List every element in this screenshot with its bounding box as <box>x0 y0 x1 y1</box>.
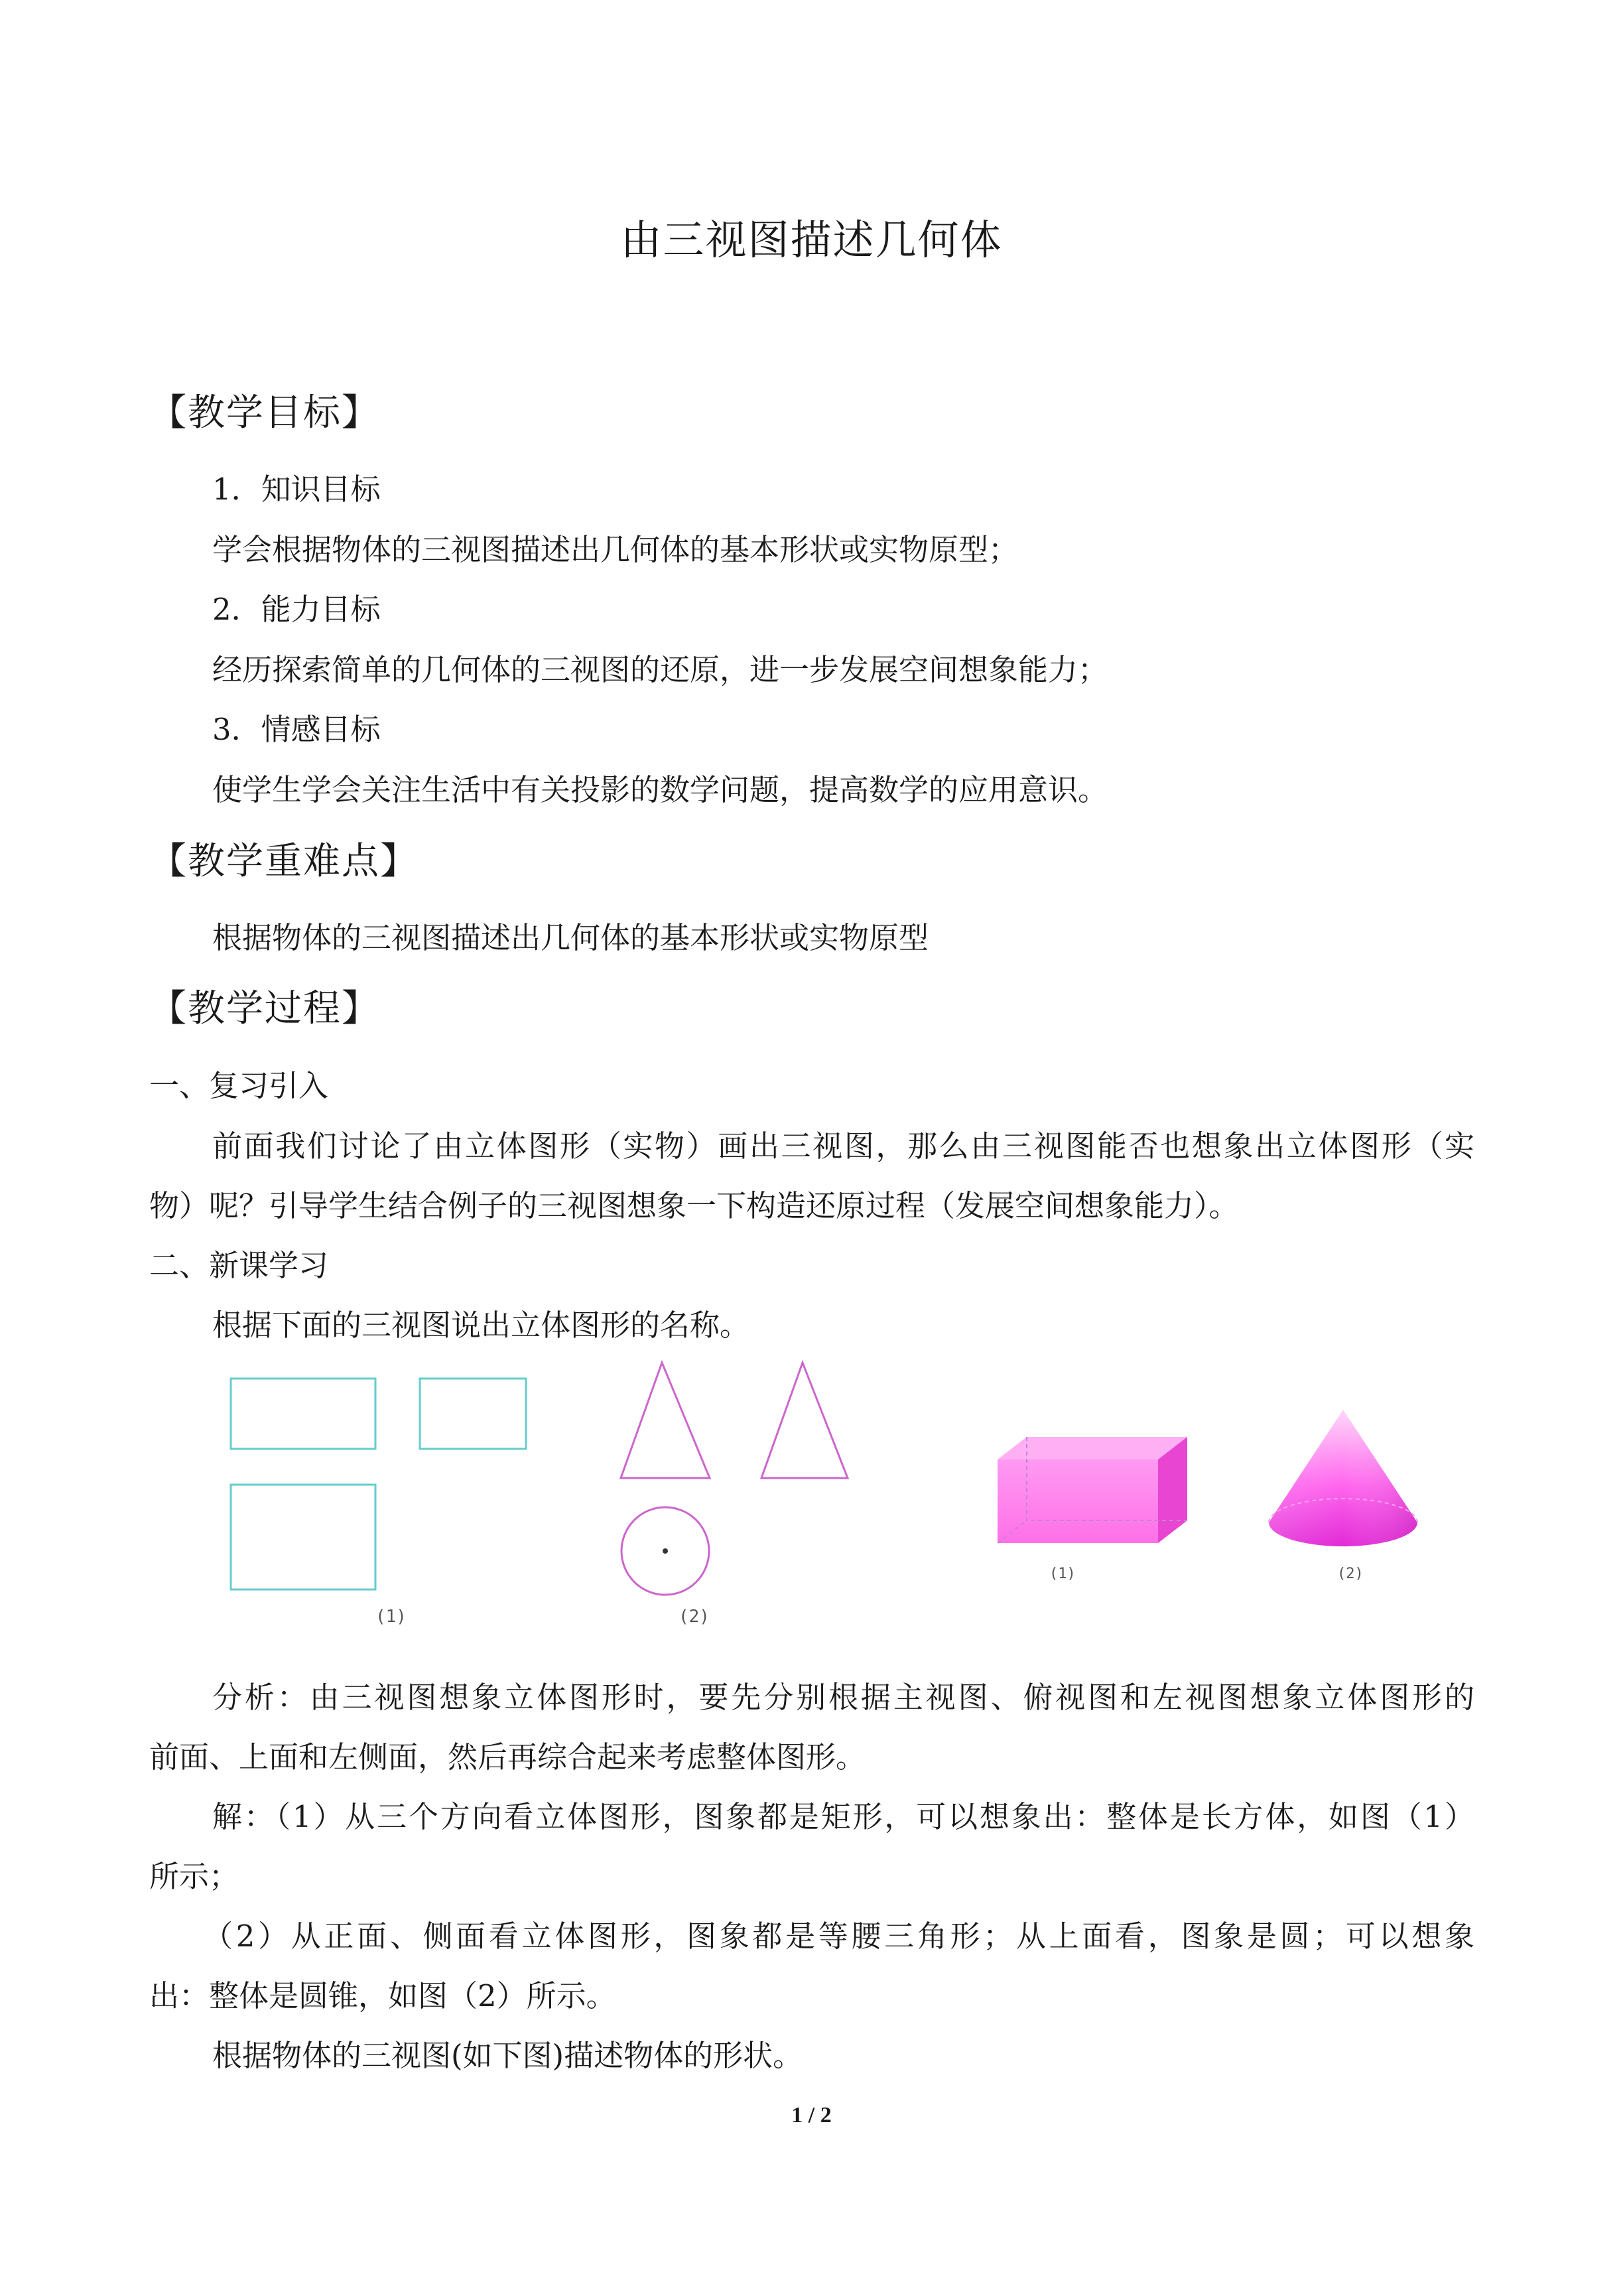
solution-2-line-2: 出：整体是圆锥，如图（2）所示。 <box>149 1978 616 2013</box>
top-view-rectangle <box>231 1485 375 1589</box>
cone-solid <box>1264 1403 1423 1562</box>
section-heading-goals: 【教学目标】 <box>149 391 380 435</box>
analysis-line-2: 前面、上面和左侧面，然后再综合起来考虑整体图形。 <box>149 1739 866 1775</box>
views-caption-1: (1) <box>375 1607 407 1627</box>
front-view-triangle <box>621 1363 710 1478</box>
solution-1-line-1: 解：（1）从三个方向看立体图形，图象都是矩形，可以想象出：整体是长方体，如图（1） <box>212 1799 1474 1834</box>
part-1-heading: 一、复习引入 <box>149 1068 329 1103</box>
solution-1-line-2: 所示； <box>149 1859 239 1894</box>
three-views-rectangles <box>219 1367 544 1599</box>
goal-3-text: 使学生学会关注生活中有关投影的数学问题，提高数学的应用意识。 <box>212 772 1108 807</box>
goal-3-label: 3．情感目标 <box>212 712 381 747</box>
front-view-rectangle <box>231 1379 375 1449</box>
goal-2-text: 经历探索简单的几何体的三视图的还原，进一步发展空间想象能力； <box>212 652 1108 687</box>
circle-center-dot <box>663 1548 668 1554</box>
goal-1-label: 1．知识目标 <box>212 472 381 507</box>
goal-2-label: 2．能力目标 <box>212 592 381 627</box>
closing-prompt: 根据物体的三视图(如下图)描述物体的形状。 <box>212 2038 803 2073</box>
cuboid-solid <box>988 1426 1201 1552</box>
key-point-text: 根据物体的三视图描述出几何体的基本形状或实物原型 <box>212 920 929 955</box>
side-view-rectangle <box>420 1379 526 1449</box>
solid-caption-2: (2) <box>1337 1566 1364 1582</box>
part-1-line-1: 前面我们讨论了由立体图形（实物）画出三视图，那么由三视图能否也想象出立体图形（实 <box>212 1128 1474 1164</box>
cuboid-front-face <box>998 1459 1158 1543</box>
page-title: 由三视图描述几何体 <box>620 216 1003 264</box>
page-number: 1 / 2 <box>791 2103 832 2127</box>
goal-1-text: 学会根据物体的三视图描述出几何体的基本形状或实物原型； <box>212 532 1019 567</box>
solid-caption-1: (1) <box>1049 1566 1076 1582</box>
part-1-line-2: 物）呢？引导学生结合例子的三视图想象一下构造还原过程（发展空间想象能力）。 <box>149 1188 1239 1223</box>
solution-2-line-1: （2）从正面、侧面看立体图形，图象都是等腰三角形；从上面看，图象是圆；可以想象 <box>203 1919 1474 1954</box>
three-views-triangles-circle <box>610 1353 862 1619</box>
cone-shading <box>1269 1410 1417 1546</box>
analysis-line-1: 分析：由三视图想象立体图形时，要先分别根据主视图、俯视图和左视图想象立体图形的 <box>212 1680 1474 1715</box>
cuboid-top-face <box>998 1437 1187 1459</box>
part-2-heading: 二、新课学习 <box>149 1248 329 1283</box>
side-view-triangle <box>761 1363 848 1478</box>
views-caption-2: (2) <box>679 1607 710 1627</box>
section-heading-key-points: 【教学重难点】 <box>149 840 419 883</box>
section-heading-process: 【教学过程】 <box>149 987 380 1030</box>
part-2-intro: 根据下面的三视图说出立体图形的名称。 <box>212 1308 750 1343</box>
